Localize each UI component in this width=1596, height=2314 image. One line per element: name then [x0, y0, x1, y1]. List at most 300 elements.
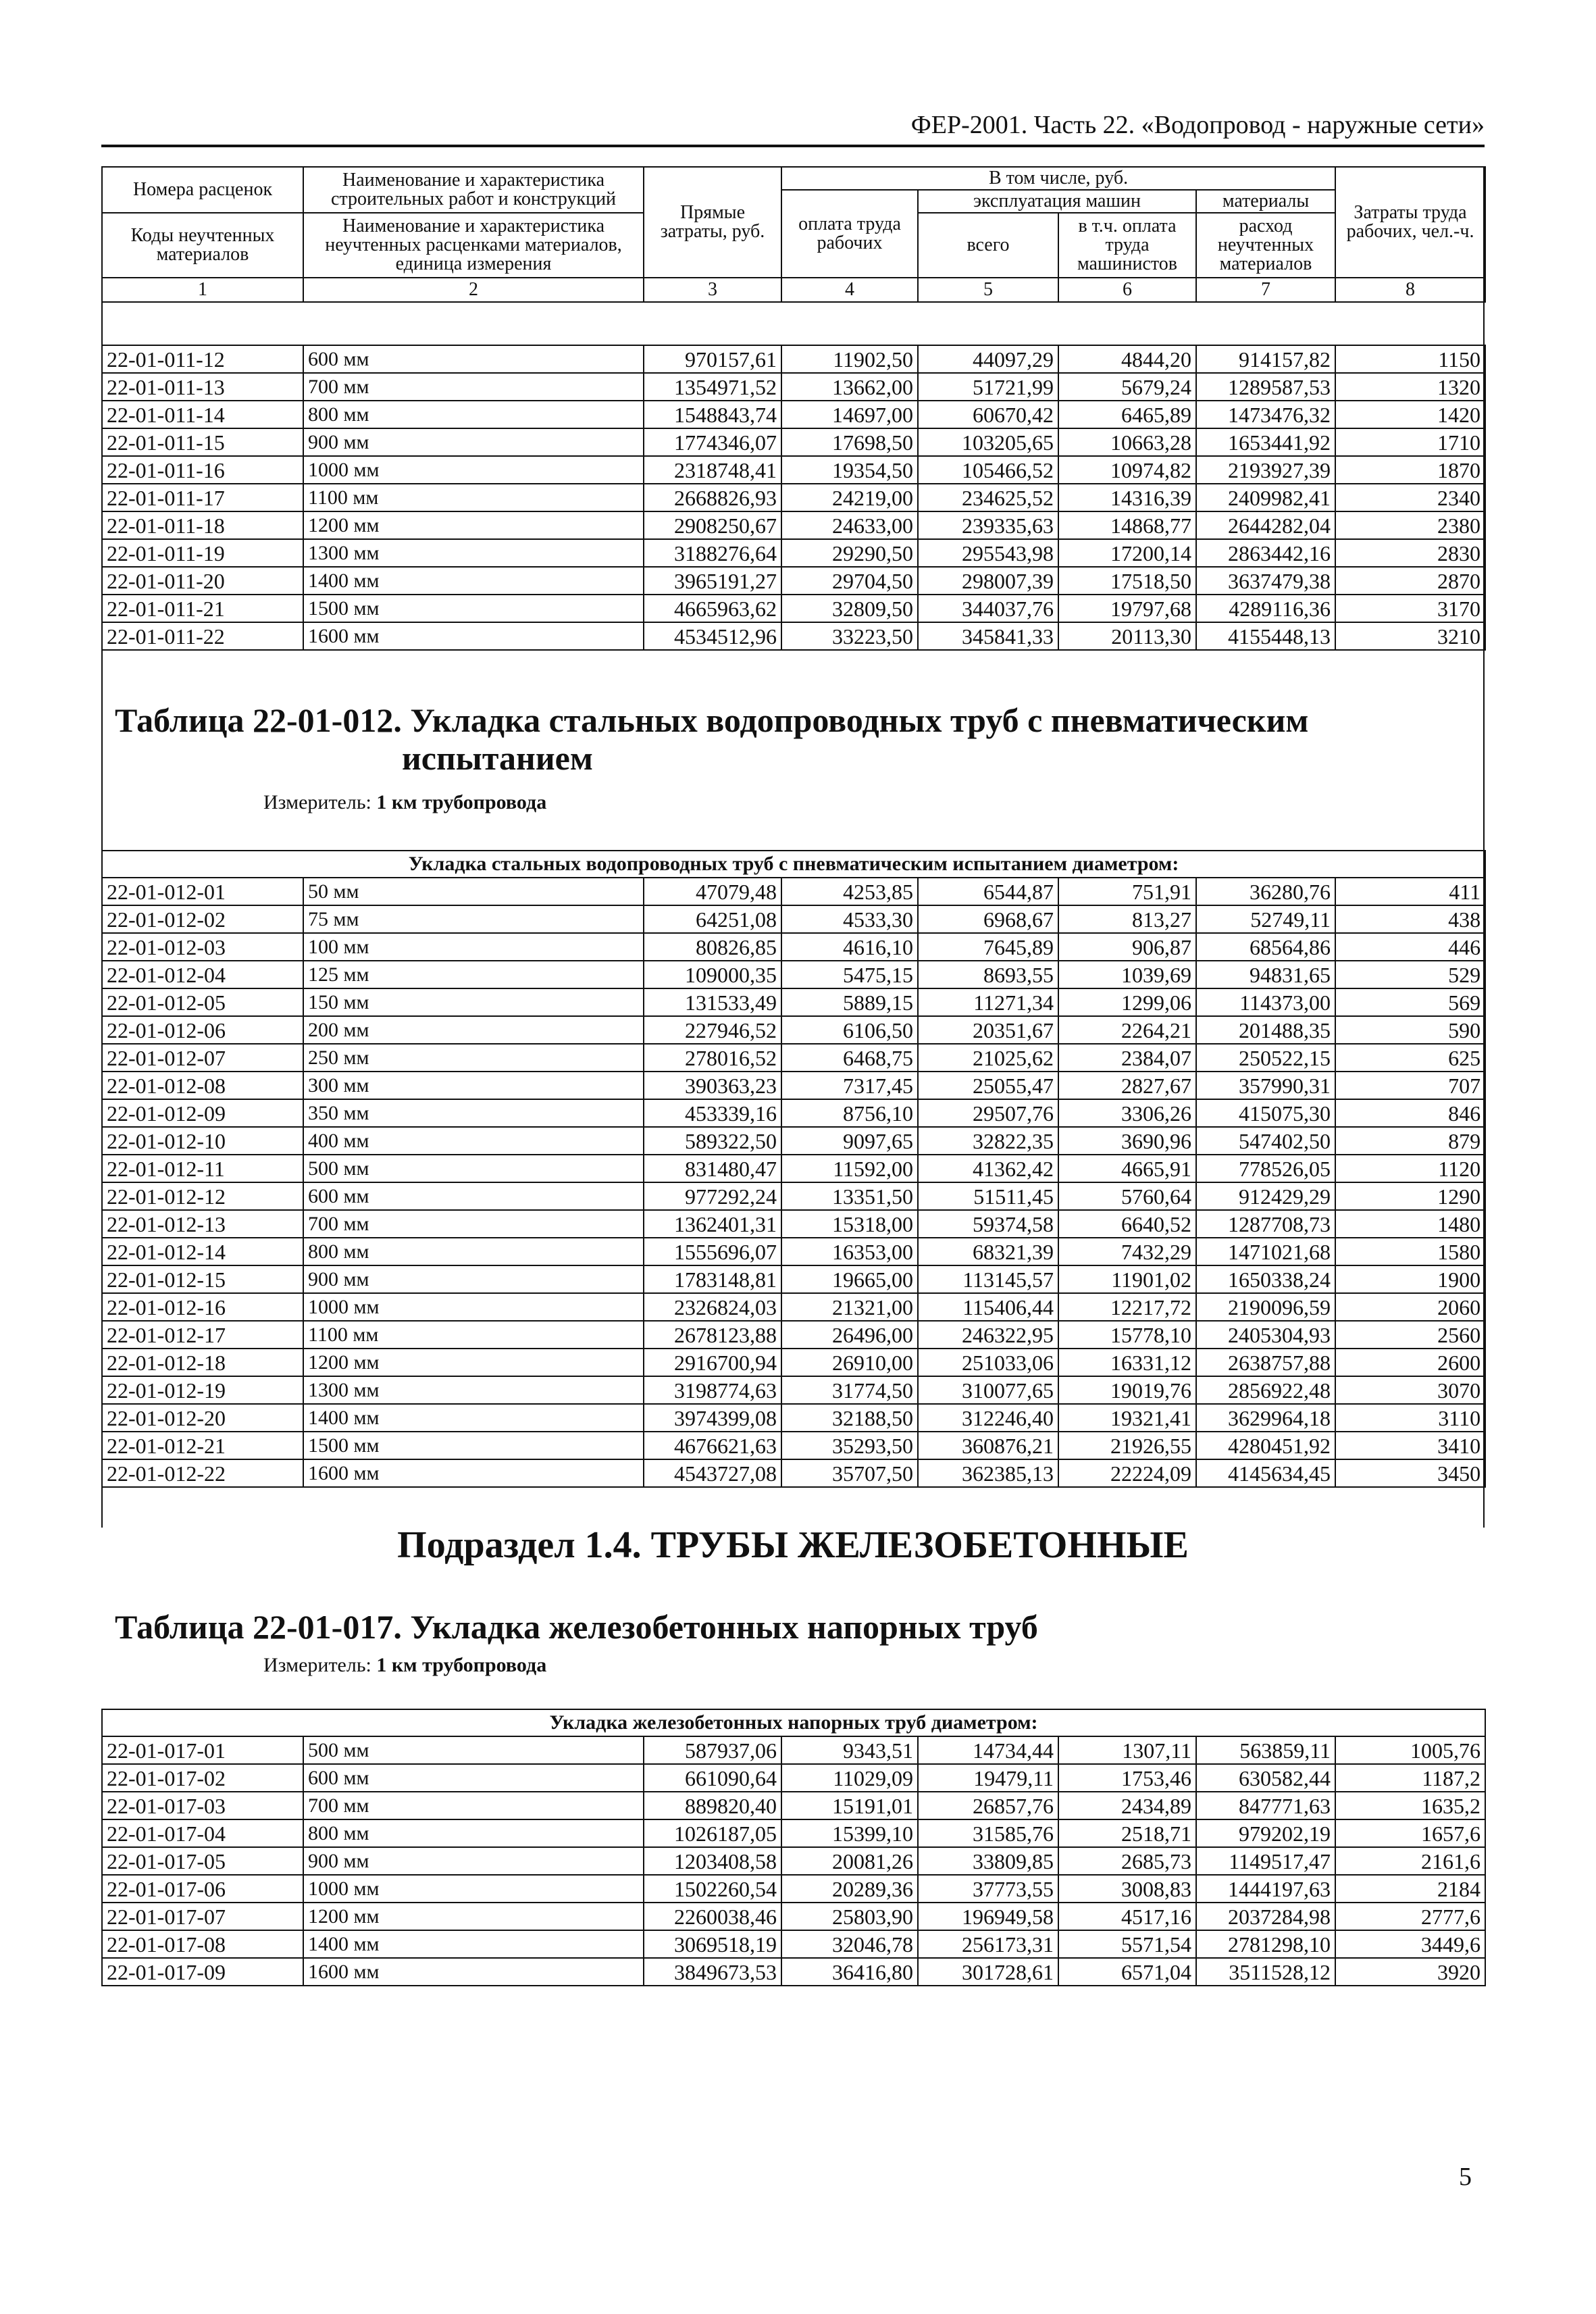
table-row — [102, 905, 1485, 933]
cell-machinists-pay: 7432,29 — [1058, 1238, 1196, 1265]
cell-machinists-pay: 6465,89 — [1058, 401, 1196, 428]
cell-machinists-pay: 4844,20 — [1058, 345, 1196, 373]
cell-machinists-pay: 10663,28 — [1058, 428, 1196, 456]
cell-direct-costs: 278016,52 — [644, 1044, 781, 1072]
cell-rate-code: 22-01-017-01 — [102, 1736, 303, 1764]
cell-direct-costs: 227946,52 — [644, 1016, 781, 1044]
cell-machines-total: 6544,87 — [918, 878, 1058, 905]
cell-workers-pay: 33223,50 — [781, 622, 918, 650]
cell-workers-pay: 6468,75 — [781, 1044, 918, 1072]
cell-machinists-pay: 2384,07 — [1058, 1044, 1196, 1072]
table-row — [102, 1099, 1485, 1127]
col-codes-bottom: Коды неучтенных материалов — [102, 213, 303, 278]
col-name-top: Наименование и характеристика строительных работ и конструкций — [303, 167, 644, 213]
cell-rate-code: 22-01-011-18 — [102, 511, 303, 539]
cell-materials-usage: 201488,35 — [1196, 1016, 1335, 1044]
cell-direct-costs: 661090,64 — [644, 1764, 781, 1792]
cell-machines-total: 37773,55 — [918, 1875, 1058, 1903]
cell-materials-usage: 4145634,45 — [1196, 1459, 1335, 1487]
cell-machinists-pay: 6640,52 — [1058, 1210, 1196, 1238]
cell-rate-code: 22-01-011-16 — [102, 456, 303, 484]
cell-workers-pay: 29290,50 — [781, 539, 918, 567]
cell-direct-costs: 3974399,08 — [644, 1404, 781, 1432]
cell-diameter: 1600 мм — [303, 1459, 644, 1487]
table-row — [102, 1376, 1485, 1404]
cell-rate-code: 22-01-012-08 — [102, 1072, 303, 1099]
table-row — [102, 511, 1485, 539]
cell-rate-code: 22-01-011-14 — [102, 401, 303, 428]
cell-machinists-pay: 1753,46 — [1058, 1764, 1196, 1792]
cell-machines-total: 32822,35 — [918, 1127, 1058, 1155]
cell-labor-hours: 1480 — [1335, 1210, 1485, 1238]
cell-machinists-pay: 5760,64 — [1058, 1182, 1196, 1210]
table-017 — [101, 1709, 1486, 1986]
cell-direct-costs: 1502260,54 — [644, 1875, 781, 1903]
cell-direct-costs: 4543727,08 — [644, 1459, 781, 1487]
cell-rate-code: 22-01-012-20 — [102, 1404, 303, 1432]
cell-machines-total: 256173,31 — [918, 1930, 1058, 1958]
cell-machinists-pay: 12217,72 — [1058, 1293, 1196, 1321]
cell-rate-code: 22-01-011-21 — [102, 595, 303, 622]
cell-diameter: 150 мм — [303, 988, 644, 1016]
measure-value: 1 км трубопровода — [376, 791, 547, 813]
cell-rate-code: 22-01-012-14 — [102, 1238, 303, 1265]
cell-labor-hours: 2060 — [1335, 1293, 1485, 1321]
table-caption: Укладка стальных водопроводных труб с пневматическим испытанием диаметром: — [102, 851, 1485, 878]
cell-diameter: 700 мм — [303, 373, 644, 401]
column-header-table — [101, 166, 1486, 303]
cell-diameter: 1100 мм — [303, 1321, 644, 1349]
cell-materials-usage: 3637479,38 — [1196, 567, 1335, 595]
cell-labor-hours: 879 — [1335, 1127, 1485, 1155]
cell-direct-costs: 131533,49 — [644, 988, 781, 1016]
cell-machinists-pay: 6571,04 — [1058, 1958, 1196, 1986]
table-row — [102, 1072, 1485, 1099]
cell-diameter: 350 мм — [303, 1099, 644, 1127]
cell-direct-costs: 4676621,63 — [644, 1432, 781, 1459]
cell-machines-total: 246322,95 — [918, 1321, 1058, 1349]
table-row — [102, 1265, 1485, 1293]
table-row — [102, 1293, 1485, 1321]
cell-rate-code: 22-01-017-03 — [102, 1792, 303, 1819]
cell-workers-pay: 32809,50 — [781, 595, 918, 622]
cell-workers-pay: 16353,00 — [781, 1238, 918, 1265]
cell-machinists-pay: 17518,50 — [1058, 567, 1196, 595]
cell-labor-hours: 1187,2 — [1335, 1764, 1485, 1792]
table-row — [102, 428, 1485, 456]
cell-rate-code: 22-01-012-12 — [102, 1182, 303, 1210]
cell-direct-costs: 109000,35 — [644, 961, 781, 988]
cell-workers-pay: 11592,00 — [781, 1155, 918, 1182]
cell-diameter: 100 мм — [303, 933, 644, 961]
cell-rate-code: 22-01-017-07 — [102, 1903, 303, 1930]
cell-direct-costs: 970157,61 — [644, 345, 781, 373]
cell-rate-code: 22-01-012-22 — [102, 1459, 303, 1487]
cell-machinists-pay: 5679,24 — [1058, 373, 1196, 401]
table-row — [102, 1016, 1485, 1044]
table-row — [102, 1210, 1485, 1238]
table-row — [102, 1847, 1485, 1875]
cell-machines-total: 26857,76 — [918, 1792, 1058, 1819]
cell-materials-usage: 1650338,24 — [1196, 1265, 1335, 1293]
cell-rate-code: 22-01-011-15 — [102, 428, 303, 456]
cell-workers-pay: 26496,00 — [781, 1321, 918, 1349]
table-row — [102, 1930, 1485, 1958]
cell-machines-total: 301728,61 — [918, 1958, 1058, 1986]
cell-materials-usage: 94831,65 — [1196, 961, 1335, 988]
cell-labor-hours: 1710 — [1335, 428, 1485, 456]
cell-machinists-pay: 1307,11 — [1058, 1736, 1196, 1764]
table-row — [102, 1404, 1485, 1432]
cell-machines-total: 14734,44 — [918, 1736, 1058, 1764]
cell-diameter: 1000 мм — [303, 1875, 644, 1903]
cell-machines-total: 8693,55 — [918, 961, 1058, 988]
cell-rate-code: 22-01-012-11 — [102, 1155, 303, 1182]
cell-diameter: 900 мм — [303, 1265, 644, 1293]
cell-machinists-pay: 16331,12 — [1058, 1349, 1196, 1376]
cell-rate-code: 22-01-012-06 — [102, 1016, 303, 1044]
cell-rate-code: 22-01-012-15 — [102, 1265, 303, 1293]
table-row — [102, 1736, 1485, 1764]
cell-labor-hours: 590 — [1335, 1016, 1485, 1044]
table-012-title-line1: Таблица 22-01-012. Укладка стальных водопроводных труб с пневматическим — [115, 701, 1309, 739]
cell-rate-code: 22-01-011-19 — [102, 539, 303, 567]
cell-diameter: 500 мм — [303, 1736, 644, 1764]
cell-materials-usage: 2781298,10 — [1196, 1930, 1335, 1958]
cell-workers-pay: 15399,10 — [781, 1819, 918, 1847]
cell-machinists-pay: 3306,26 — [1058, 1099, 1196, 1127]
cell-labor-hours: 1870 — [1335, 456, 1485, 484]
cell-labor-hours: 1580 — [1335, 1238, 1485, 1265]
cell-materials-usage: 1289587,53 — [1196, 373, 1335, 401]
cell-machinists-pay: 19019,76 — [1058, 1376, 1196, 1404]
cell-direct-costs: 4665963,62 — [644, 595, 781, 622]
cell-labor-hours: 2380 — [1335, 511, 1485, 539]
cell-direct-costs: 3849673,53 — [644, 1958, 781, 1986]
col-codes-top: Номера расценок — [102, 167, 303, 213]
table-row — [102, 345, 1485, 373]
cell-materials-usage: 68564,86 — [1196, 933, 1335, 961]
cell-machines-total: 6968,67 — [918, 905, 1058, 933]
table-row — [102, 484, 1485, 511]
cell-diameter: 1200 мм — [303, 511, 644, 539]
cell-machines-total: 105466,52 — [918, 456, 1058, 484]
cell-labor-hours: 3450 — [1335, 1459, 1485, 1487]
cell-materials-usage: 1149517,47 — [1196, 1847, 1335, 1875]
cell-machines-total: 312246,40 — [918, 1404, 1058, 1432]
table-row — [102, 1819, 1485, 1847]
cell-machines-total: 25055,47 — [918, 1072, 1058, 1099]
cell-labor-hours: 2161,6 — [1335, 1847, 1485, 1875]
cell-machinists-pay: 2685,73 — [1058, 1847, 1196, 1875]
cell-rate-code: 22-01-012-03 — [102, 933, 303, 961]
cell-diameter: 1200 мм — [303, 1349, 644, 1376]
table-row — [102, 622, 1485, 650]
table-row — [102, 595, 1485, 622]
cell-materials-usage: 1287708,73 — [1196, 1210, 1335, 1238]
cell-rate-code: 22-01-012-01 — [102, 878, 303, 905]
cell-machinists-pay: 751,91 — [1058, 878, 1196, 905]
table-row — [102, 1792, 1485, 1819]
cell-labor-hours: 2560 — [1335, 1321, 1485, 1349]
cell-labor-hours: 707 — [1335, 1072, 1485, 1099]
cell-labor-hours: 3170 — [1335, 595, 1485, 622]
cell-labor-hours: 1657,6 — [1335, 1819, 1485, 1847]
cell-labor-hours: 3110 — [1335, 1404, 1485, 1432]
col-machines-total: всего — [918, 213, 1058, 278]
cell-materials-usage: 4289116,36 — [1196, 595, 1335, 622]
cell-diameter: 125 мм — [303, 961, 644, 988]
measure-label: Измеритель: — [263, 1654, 371, 1676]
cell-workers-pay: 19354,50 — [781, 456, 918, 484]
cell-materials-usage: 2405304,93 — [1196, 1321, 1335, 1349]
table-row — [102, 1432, 1485, 1459]
cell-labor-hours: 2870 — [1335, 567, 1485, 595]
cell-labor-hours: 3410 — [1335, 1432, 1485, 1459]
cell-rate-code: 22-01-012-02 — [102, 905, 303, 933]
cell-materials-usage: 778526,05 — [1196, 1155, 1335, 1182]
cell-workers-pay: 15318,00 — [781, 1210, 918, 1238]
cell-diameter: 50 мм — [303, 878, 644, 905]
col-including-group: В том числе, руб. — [781, 167, 1335, 190]
cell-labor-hours: 2600 — [1335, 1349, 1485, 1376]
cell-machinists-pay: 20113,30 — [1058, 622, 1196, 650]
col-labor-hours: Затраты труда рабочих, чел.-ч. — [1335, 167, 1485, 278]
table-row — [102, 1764, 1485, 1792]
cell-materials-usage: 1444197,63 — [1196, 1875, 1335, 1903]
cell-labor-hours: 1290 — [1335, 1182, 1485, 1210]
cell-materials-usage: 357990,31 — [1196, 1072, 1335, 1099]
cell-direct-costs: 453339,16 — [644, 1099, 781, 1127]
cell-machinists-pay: 813,27 — [1058, 905, 1196, 933]
cell-direct-costs: 1354971,52 — [644, 373, 781, 401]
page-number: 5 — [1459, 2163, 1472, 2191]
cell-materials-usage: 2863442,16 — [1196, 539, 1335, 567]
cell-machinists-pay: 1299,06 — [1058, 988, 1196, 1016]
cell-labor-hours: 1005,76 — [1335, 1736, 1485, 1764]
cell-machinists-pay: 14868,77 — [1058, 511, 1196, 539]
cell-labor-hours: 3449,6 — [1335, 1930, 1485, 1958]
cell-workers-pay: 19665,00 — [781, 1265, 918, 1293]
cell-diameter: 700 мм — [303, 1210, 644, 1238]
cell-diameter: 1600 мм — [303, 1958, 644, 1986]
cell-labor-hours: 1150 — [1335, 345, 1485, 373]
cell-machines-total: 7645,89 — [918, 933, 1058, 961]
cell-rate-code: 22-01-012-05 — [102, 988, 303, 1016]
cell-rate-code: 22-01-012-13 — [102, 1210, 303, 1238]
cell-rate-code: 22-01-012-18 — [102, 1349, 303, 1376]
cell-labor-hours: 2777,6 — [1335, 1903, 1485, 1930]
cell-rate-code: 22-01-012-07 — [102, 1044, 303, 1072]
cell-workers-pay: 24219,00 — [781, 484, 918, 511]
cell-machines-total: 298007,39 — [918, 567, 1058, 595]
cell-labor-hours: 625 — [1335, 1044, 1485, 1072]
cell-machines-total: 44097,29 — [918, 345, 1058, 373]
table-017-title: Таблица 22-01-017. Укладка железобетонных напорных труб — [115, 1608, 1038, 1646]
cell-labor-hours: 2830 — [1335, 539, 1485, 567]
cell-direct-costs: 64251,08 — [644, 905, 781, 933]
cell-materials-usage: 114373,00 — [1196, 988, 1335, 1016]
cell-direct-costs: 3198774,63 — [644, 1376, 781, 1404]
cell-labor-hours: 569 — [1335, 988, 1485, 1016]
cell-materials-usage: 2037284,98 — [1196, 1903, 1335, 1930]
cell-workers-pay: 4253,85 — [781, 878, 918, 905]
cell-materials-usage: 630582,44 — [1196, 1764, 1335, 1792]
cell-workers-pay: 9097,65 — [781, 1127, 918, 1155]
cell-workers-pay: 35293,50 — [781, 1432, 918, 1459]
cell-direct-costs: 1026187,05 — [644, 1819, 781, 1847]
table-row — [102, 567, 1485, 595]
col-number: 6 — [1058, 278, 1196, 302]
table-row — [102, 878, 1485, 905]
cell-diameter: 200 мм — [303, 1016, 644, 1044]
cell-machinists-pay: 906,87 — [1058, 933, 1196, 961]
cell-workers-pay: 35707,50 — [781, 1459, 918, 1487]
table-row — [102, 1238, 1485, 1265]
cell-workers-pay: 11902,50 — [781, 345, 918, 373]
cell-direct-costs: 2916700,94 — [644, 1349, 781, 1376]
cell-workers-pay: 14697,00 — [781, 401, 918, 428]
cell-workers-pay: 5475,15 — [781, 961, 918, 988]
cell-labor-hours: 1320 — [1335, 373, 1485, 401]
cell-direct-costs: 2326824,03 — [644, 1293, 781, 1321]
cell-materials-usage: 2409982,41 — [1196, 484, 1335, 511]
cell-materials-usage: 1653441,92 — [1196, 428, 1335, 456]
cell-workers-pay: 36416,80 — [781, 1958, 918, 1986]
cell-diameter: 1400 мм — [303, 567, 644, 595]
cell-direct-costs: 1774346,07 — [644, 428, 781, 456]
cell-workers-pay: 8756,10 — [781, 1099, 918, 1127]
cell-direct-costs: 2260038,46 — [644, 1903, 781, 1930]
cell-materials-usage: 2190096,59 — [1196, 1293, 1335, 1321]
cell-labor-hours: 3070 — [1335, 1376, 1485, 1404]
cell-direct-costs: 587937,06 — [644, 1736, 781, 1764]
cell-materials-usage: 912429,29 — [1196, 1182, 1335, 1210]
cell-materials-usage: 250522,15 — [1196, 1044, 1335, 1072]
cell-diameter: 800 мм — [303, 1819, 644, 1847]
table-row — [102, 988, 1485, 1016]
cell-machines-total: 103205,65 — [918, 428, 1058, 456]
cell-diameter: 600 мм — [303, 345, 644, 373]
table-row — [102, 1349, 1485, 1376]
cell-machinists-pay: 19321,41 — [1058, 1404, 1196, 1432]
col-workers-pay: оплата труда рабочих — [781, 190, 918, 278]
cell-diameter: 1300 мм — [303, 539, 644, 567]
cell-machines-total: 21025,62 — [918, 1044, 1058, 1072]
cell-rate-code: 22-01-017-06 — [102, 1875, 303, 1903]
cell-machines-total: 345841,33 — [918, 622, 1058, 650]
cell-materials-usage: 914157,82 — [1196, 345, 1335, 373]
cell-rate-code: 22-01-017-04 — [102, 1819, 303, 1847]
col-number: 2 — [303, 278, 644, 302]
cell-machines-total: 239335,63 — [918, 511, 1058, 539]
cell-machines-total: 295543,98 — [918, 539, 1058, 567]
cell-materials-usage: 2644282,04 — [1196, 511, 1335, 539]
table-012-title-line2: испытанием — [402, 739, 593, 777]
table-012 — [101, 850, 1486, 1488]
cell-direct-costs: 1783148,81 — [644, 1265, 781, 1293]
cell-direct-costs: 1362401,31 — [644, 1210, 781, 1238]
cell-workers-pay: 6106,50 — [781, 1016, 918, 1044]
cell-workers-pay: 4533,30 — [781, 905, 918, 933]
col-number: 4 — [781, 278, 918, 302]
cell-diameter: 700 мм — [303, 1792, 644, 1819]
cell-workers-pay: 4616,10 — [781, 933, 918, 961]
cell-labor-hours: 3920 — [1335, 1958, 1485, 1986]
cell-machinists-pay: 19797,68 — [1058, 595, 1196, 622]
cell-machines-total: 19479,11 — [918, 1764, 1058, 1792]
cell-diameter: 500 мм — [303, 1155, 644, 1182]
cell-diameter: 1400 мм — [303, 1930, 644, 1958]
cell-labor-hours: 411 — [1335, 878, 1485, 905]
cell-diameter: 1000 мм — [303, 456, 644, 484]
cell-machines-total: 310077,65 — [918, 1376, 1058, 1404]
cell-workers-pay: 20081,26 — [781, 1847, 918, 1875]
table-row — [102, 1903, 1485, 1930]
cell-labor-hours: 446 — [1335, 933, 1485, 961]
cell-direct-costs: 977292,24 — [644, 1182, 781, 1210]
cell-direct-costs: 3069518,19 — [644, 1930, 781, 1958]
cell-machines-total: 344037,76 — [918, 595, 1058, 622]
cell-workers-pay: 11029,09 — [781, 1764, 918, 1792]
cell-labor-hours: 529 — [1335, 961, 1485, 988]
cell-machines-total: 41362,42 — [918, 1155, 1058, 1182]
cell-rate-code: 22-01-012-17 — [102, 1321, 303, 1349]
cell-machines-total: 113145,57 — [918, 1265, 1058, 1293]
table-017-measure — [263, 1653, 546, 1678]
cell-direct-costs: 1548843,74 — [644, 401, 781, 428]
cell-labor-hours: 2340 — [1335, 484, 1485, 511]
table-caption-row — [102, 851, 1485, 878]
cell-diameter: 900 мм — [303, 1847, 644, 1875]
cell-workers-pay: 32188,50 — [781, 1404, 918, 1432]
cell-machines-total: 51511,45 — [918, 1182, 1058, 1210]
cell-materials-usage: 547402,50 — [1196, 1127, 1335, 1155]
cell-workers-pay: 31774,50 — [781, 1376, 918, 1404]
cell-workers-pay: 7317,45 — [781, 1072, 918, 1099]
measure-value: 1 км трубопровода — [376, 1654, 547, 1676]
cell-rate-code: 22-01-012-04 — [102, 961, 303, 988]
cell-workers-pay: 15191,01 — [781, 1792, 918, 1819]
cell-direct-costs: 3188276,64 — [644, 539, 781, 567]
cell-labor-hours: 3210 — [1335, 622, 1485, 650]
table-row — [102, 1044, 1485, 1072]
table-row — [102, 373, 1485, 401]
cell-rate-code: 22-01-012-09 — [102, 1099, 303, 1127]
cell-machines-total: 33809,85 — [918, 1847, 1058, 1875]
cell-machinists-pay: 14316,39 — [1058, 484, 1196, 511]
col-machinists-pay: в т.ч. оплата труда машинистов — [1058, 213, 1196, 278]
cell-diameter: 1100 мм — [303, 484, 644, 511]
cell-direct-costs: 1203408,58 — [644, 1847, 781, 1875]
cell-materials-usage: 979202,19 — [1196, 1819, 1335, 1847]
subsection-title: Подраздел 1.4. ТРУБЫ ЖЕЛЕЗОБЕТОННЫЕ — [397, 1524, 1189, 1566]
table-caption: Укладка железобетонных напорных труб диаметром: — [102, 1709, 1485, 1736]
cell-labor-hours: 1635,2 — [1335, 1792, 1485, 1819]
cell-machinists-pay: 4665,91 — [1058, 1155, 1196, 1182]
cell-workers-pay: 13351,50 — [781, 1182, 918, 1210]
cell-direct-costs: 2668826,93 — [644, 484, 781, 511]
cell-machines-total: 251033,06 — [918, 1349, 1058, 1376]
cell-rate-code: 22-01-011-13 — [102, 373, 303, 401]
table-row — [102, 401, 1485, 428]
cell-direct-costs: 390363,23 — [644, 1072, 781, 1099]
cell-workers-pay: 32046,78 — [781, 1930, 918, 1958]
table-row — [102, 1958, 1485, 1986]
cell-machines-total: 31585,76 — [918, 1819, 1058, 1847]
cell-diameter: 600 мм — [303, 1764, 644, 1792]
cell-materials-usage: 4280451,92 — [1196, 1432, 1335, 1459]
